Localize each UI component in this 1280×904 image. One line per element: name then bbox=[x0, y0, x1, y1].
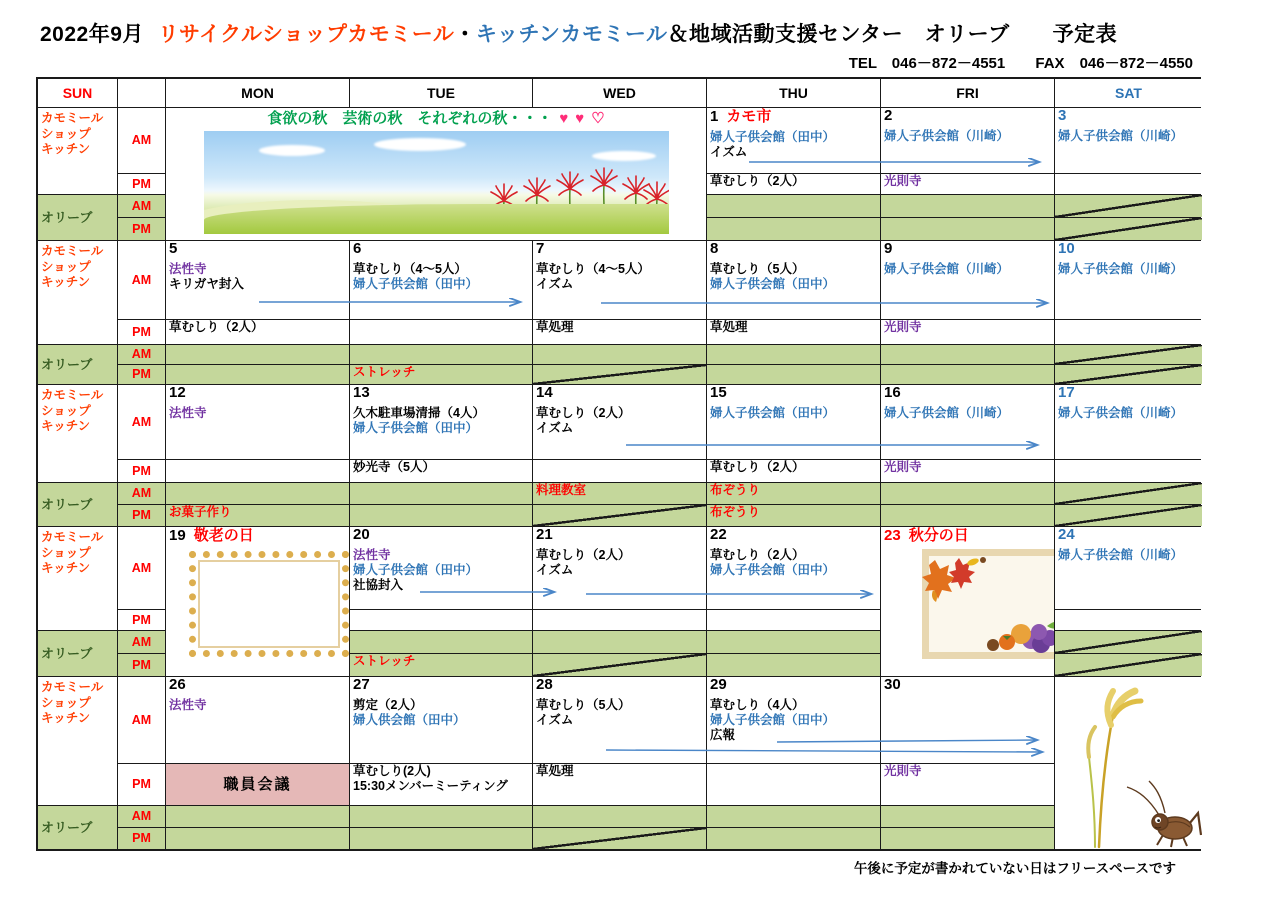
am-label: AM bbox=[118, 677, 165, 763]
olive-label: オリーブ bbox=[38, 195, 117, 240]
olive-cell bbox=[166, 345, 349, 364]
event-kamoichi: カモ市 bbox=[726, 108, 772, 125]
pm-label: PM bbox=[118, 460, 165, 482]
day-cell-7-am bbox=[533, 241, 706, 319]
chamomile-label-line3: キッチン bbox=[41, 142, 91, 157]
event: キリガヤ封入 bbox=[169, 276, 244, 291]
chamomile-label-line2: ショップ bbox=[41, 695, 91, 710]
day-number: 5 bbox=[169, 241, 178, 257]
chamomile-label bbox=[38, 677, 117, 805]
day-cell-12-pm bbox=[166, 460, 349, 482]
olive-cell-crossed bbox=[533, 828, 706, 849]
day-cell-3-am bbox=[1055, 108, 1202, 173]
day-cell-19-holiday bbox=[166, 527, 349, 676]
olive-cell bbox=[881, 828, 1054, 849]
calendar-table bbox=[36, 77, 1201, 851]
day-number: 2 bbox=[884, 108, 893, 124]
day-cell-2-pm bbox=[881, 174, 1054, 194]
olive-cell-crossed bbox=[1055, 195, 1202, 217]
day-cell-9-pm bbox=[881, 320, 1054, 344]
day-number: 14 bbox=[536, 385, 553, 401]
holiday-label-keirou: 敬老の日 bbox=[193, 527, 254, 544]
event: 婦人子供会館（田中） bbox=[710, 712, 836, 727]
page-title bbox=[40, 18, 1280, 48]
event: 妙光寺（5人） bbox=[353, 460, 435, 474]
day-number: 23 bbox=[884, 527, 901, 544]
day-number: 30 bbox=[884, 677, 901, 693]
day-cell-5-pm bbox=[166, 320, 349, 344]
day-number: 21 bbox=[536, 527, 553, 543]
event: 婦人子供会館（川崎） bbox=[1058, 405, 1184, 420]
event: 婦人子供会館（川崎） bbox=[884, 128, 1010, 143]
olive-cell-crossed bbox=[533, 654, 706, 676]
day-cell-20-pm bbox=[350, 610, 532, 630]
weekday-header-sat: SAT bbox=[1055, 79, 1202, 107]
chamomile-label bbox=[38, 527, 117, 630]
chamomile-label-line3: キッチン bbox=[41, 711, 91, 726]
day-number: 22 bbox=[710, 527, 727, 543]
tel-number: TEL 046－872－4551 bbox=[848, 55, 1006, 72]
event: 草処理 bbox=[536, 764, 574, 778]
day-cell-1-am bbox=[707, 108, 880, 173]
day-cell-24-am bbox=[1055, 527, 1202, 609]
olive-cell-crossed bbox=[1055, 505, 1202, 526]
day-number: 9 bbox=[884, 241, 893, 257]
day-number: 15 bbox=[710, 385, 727, 401]
olive-label: オリーブ bbox=[38, 806, 117, 849]
day-number: 3 bbox=[1058, 108, 1067, 124]
olive-cell bbox=[166, 806, 349, 827]
day-number: 8 bbox=[710, 241, 719, 257]
event: イズム bbox=[536, 276, 574, 291]
title-recycle-shop: リサイクルショップカモミール bbox=[157, 23, 455, 46]
day-cell-1-pm bbox=[707, 174, 880, 194]
day-number: 13 bbox=[353, 385, 370, 401]
weekday-header-mon: MON bbox=[166, 79, 349, 107]
olive-cell bbox=[881, 195, 1054, 217]
day-cell-22-pm bbox=[707, 610, 880, 630]
pm-label: PM bbox=[118, 505, 165, 526]
event: 草処理 bbox=[536, 320, 574, 334]
olive-cell bbox=[350, 654, 532, 676]
day-number: 7 bbox=[536, 241, 545, 257]
event: 婦人子供会館（川崎） bbox=[1058, 547, 1184, 562]
event: 法性寺 bbox=[169, 697, 207, 712]
day-cell-28-pm bbox=[533, 764, 706, 805]
day-cell-6-pm bbox=[350, 320, 532, 344]
title-separator: ・ bbox=[454, 23, 476, 46]
event: イズム bbox=[536, 420, 574, 435]
chamomile-label-line2: ショップ bbox=[41, 259, 91, 274]
fruits-decoration bbox=[987, 621, 1054, 653]
event: 草むしり（5人） bbox=[536, 697, 631, 712]
olive-event: 布ぞうり bbox=[710, 505, 761, 519]
autumn-fruits-frame-image bbox=[922, 549, 1054, 659]
olive-label: オリーブ bbox=[38, 483, 117, 526]
day-cell-16-pm bbox=[881, 460, 1054, 482]
pm-label: PM bbox=[118, 320, 165, 344]
chamomile-label-line1: カモミール bbox=[41, 680, 104, 694]
banner-text: 食欲の秋 芸術の秋 それぞれの秋・・・ bbox=[267, 110, 553, 127]
field-shape bbox=[204, 204, 669, 234]
olive-cell-crossed bbox=[1055, 631, 1202, 653]
event: 光則寺 bbox=[884, 320, 922, 334]
banner-text-line bbox=[169, 110, 703, 128]
pm-label: PM bbox=[118, 610, 165, 630]
weekday-header-wed: WED bbox=[533, 79, 706, 107]
olive-event: ストレッチ bbox=[353, 654, 416, 668]
event: 草むしり（2人） bbox=[536, 405, 631, 420]
chamomile-label bbox=[38, 108, 117, 194]
maple-leaves-decoration bbox=[922, 557, 986, 602]
pampas-grass-cricket-image bbox=[1055, 677, 1202, 849]
heart-outline-icon: ♡ bbox=[591, 110, 605, 127]
contact-line bbox=[36, 52, 1193, 73]
day-cell-9-am bbox=[881, 241, 1054, 319]
olive-cell bbox=[350, 828, 532, 849]
chamomile-label bbox=[38, 241, 117, 344]
olive-cell bbox=[350, 345, 532, 364]
event: 婦人子供会館（川崎） bbox=[1058, 128, 1184, 143]
olive-label: オリーブ bbox=[38, 631, 117, 676]
olive-event: 料理教室 bbox=[536, 483, 587, 497]
event: 法性寺 bbox=[169, 405, 207, 420]
event: 法性寺 bbox=[169, 261, 207, 276]
event: 草むしり（4人） bbox=[710, 697, 805, 712]
event: 15:30メンバーミーティング bbox=[353, 779, 508, 793]
day-number: 1 bbox=[710, 108, 719, 125]
event: 草処理 bbox=[710, 320, 748, 334]
autumn-banner-cell bbox=[166, 108, 706, 240]
olive-cell bbox=[707, 828, 880, 849]
am-label: AM bbox=[118, 385, 165, 459]
olive-cell bbox=[707, 806, 880, 827]
day-number: 24 bbox=[1058, 527, 1075, 543]
day-cell-22-am bbox=[707, 527, 880, 609]
day-number: 29 bbox=[710, 677, 727, 693]
chamomile-label-line3: キッチン bbox=[41, 275, 91, 290]
am-label: AM bbox=[118, 195, 165, 217]
day-cell-5-am bbox=[166, 241, 349, 319]
chamomile-label-line2: ショップ bbox=[41, 545, 91, 560]
cloud-shape bbox=[259, 145, 325, 156]
olive-cell-crossed bbox=[1055, 654, 1202, 676]
olive-cell bbox=[707, 505, 880, 526]
day-cell-7-pm bbox=[533, 320, 706, 344]
pm-label: PM bbox=[118, 218, 165, 240]
event: イズム bbox=[536, 562, 574, 577]
chamomile-label-line2: ショップ bbox=[41, 403, 91, 418]
spider-lily-landscape-image bbox=[204, 131, 669, 234]
event: 婦人子供会館（川崎） bbox=[884, 405, 1010, 420]
event: 婦人子供会館（田中） bbox=[710, 276, 836, 291]
olive-cell bbox=[707, 218, 880, 240]
olive-cell bbox=[707, 654, 880, 676]
event: 草むしり（4～5人） bbox=[353, 261, 467, 276]
olive-cell bbox=[533, 631, 706, 653]
event: イズム bbox=[710, 145, 748, 159]
olive-cell bbox=[350, 806, 532, 827]
am-label: AM bbox=[118, 806, 165, 827]
day-cell-10-pm bbox=[1055, 320, 1202, 344]
chamomile-label-line1: カモミール bbox=[41, 111, 104, 125]
olive-cell bbox=[707, 483, 880, 504]
day-cell-29-pm bbox=[707, 764, 880, 805]
olive-cell bbox=[881, 806, 1054, 827]
am-label: AM bbox=[118, 108, 165, 173]
chamomile-label-line1: カモミール bbox=[41, 530, 104, 544]
day-cell-28-am bbox=[533, 677, 706, 763]
day-number: 17 bbox=[1058, 385, 1075, 401]
olive-cell bbox=[350, 365, 532, 384]
day-cell-12-am bbox=[166, 385, 349, 459]
am-label: AM bbox=[118, 527, 165, 609]
day-cell-8-am bbox=[707, 241, 880, 319]
day-number: 28 bbox=[536, 677, 553, 693]
day-cell-2-am bbox=[881, 108, 1054, 173]
title-olive-center: ＆地域活動支援センター オリーブ 予定表 bbox=[667, 23, 1118, 46]
day-cell-8-pm bbox=[707, 320, 880, 344]
event: 婦人子供会館（田中） bbox=[353, 562, 479, 577]
cloud-shape bbox=[374, 138, 466, 151]
olive-cell bbox=[881, 505, 1054, 526]
day-number: 26 bbox=[169, 677, 186, 693]
chamomile-label bbox=[38, 385, 117, 482]
olive-cell bbox=[881, 218, 1054, 240]
event: 婦人供会館（田中） bbox=[353, 712, 466, 727]
olive-cell-crossed bbox=[1055, 345, 1202, 364]
olive-event: お菓子作り bbox=[169, 505, 232, 519]
day-cell-13-am bbox=[350, 385, 532, 459]
am-label: AM bbox=[118, 483, 165, 504]
fax-number: FAX 046－872－4550 bbox=[1035, 55, 1193, 72]
day-cell-21-pm bbox=[533, 610, 706, 630]
olive-cell bbox=[881, 483, 1054, 504]
olive-cell bbox=[350, 483, 532, 504]
event: イズム bbox=[536, 712, 574, 727]
olive-cell-crossed bbox=[1055, 218, 1202, 240]
olive-cell bbox=[166, 505, 349, 526]
olive-event: 布ぞうり bbox=[710, 483, 761, 497]
day-cell-27-pm bbox=[350, 764, 532, 805]
olive-cell bbox=[166, 483, 349, 504]
am-label: AM bbox=[118, 345, 165, 364]
weekday-header-fri: FRI bbox=[881, 79, 1054, 107]
day-number: 27 bbox=[353, 677, 370, 693]
event: 草むしり（5人） bbox=[710, 261, 805, 276]
event: 婦人子供会館（田中） bbox=[353, 276, 479, 291]
pm-label: PM bbox=[118, 828, 165, 849]
day-cell-24-pm bbox=[1055, 610, 1202, 630]
cloud-shape bbox=[592, 151, 656, 161]
olive-cell-crossed bbox=[533, 505, 706, 526]
pm-label: PM bbox=[118, 365, 165, 384]
weekday-header-tue: TUE bbox=[350, 79, 532, 107]
pm-label: PM bbox=[118, 174, 165, 194]
event: 社協封入 bbox=[353, 577, 404, 592]
day-cell-13-pm bbox=[350, 460, 532, 482]
chamomile-label-line3: キッチン bbox=[41, 419, 91, 434]
chamomile-label-line2: ショップ bbox=[41, 126, 91, 141]
event: 草むしり（2人） bbox=[710, 547, 805, 562]
event: 広報 bbox=[710, 727, 736, 742]
day-cell-17-pm bbox=[1055, 460, 1202, 482]
event: 法性寺 bbox=[353, 547, 391, 562]
event: 草むしり（2人） bbox=[169, 320, 264, 334]
olive-cell bbox=[533, 806, 706, 827]
olive-cell bbox=[707, 365, 880, 384]
olive-cell bbox=[707, 631, 880, 653]
olive-cell-crossed bbox=[1055, 483, 1202, 504]
olive-cell bbox=[533, 483, 706, 504]
day-cell-30-am bbox=[881, 677, 1054, 763]
olive-cell bbox=[350, 631, 532, 653]
day-cell-6-am bbox=[350, 241, 532, 319]
olive-cell bbox=[707, 195, 880, 217]
day-cell-14-pm bbox=[533, 460, 706, 482]
chamomile-label-line1: カモミール bbox=[41, 244, 104, 258]
am-label: AM bbox=[118, 631, 165, 653]
day-cell-23-holiday bbox=[881, 527, 1054, 676]
event: 草むしり（2人） bbox=[710, 174, 805, 188]
event: 光則寺 bbox=[884, 174, 922, 188]
staff-meeting-cell: 職員会議 bbox=[166, 764, 349, 805]
day-cell-21-am bbox=[533, 527, 706, 609]
weekday-header-blank bbox=[118, 79, 165, 107]
holiday-label-shuubun: 秋分の日 bbox=[908, 527, 969, 544]
event: 婦人子供会館（田中） bbox=[353, 420, 479, 435]
weekday-header-thu: THU bbox=[707, 79, 880, 107]
weekday-header-sun: SUN bbox=[38, 79, 117, 107]
day-cell-15-pm bbox=[707, 460, 880, 482]
event: 光則寺 bbox=[884, 460, 922, 474]
event: 光則寺 bbox=[884, 764, 922, 778]
event: 婦人子供会館（田中） bbox=[710, 130, 836, 144]
day-cell-30-pm bbox=[881, 764, 1054, 805]
olive-label: オリーブ bbox=[38, 345, 117, 384]
event: 草むしり（2人） bbox=[536, 547, 631, 562]
footer-note: 午後に予定が書かれていない日はフリースペースです bbox=[853, 861, 1176, 876]
am-label: AM bbox=[118, 241, 165, 319]
day-cell-3-pm bbox=[1055, 174, 1202, 194]
day-cell-15-am bbox=[707, 385, 880, 459]
day-cell-10-am bbox=[1055, 241, 1202, 319]
day-number: 16 bbox=[884, 385, 901, 401]
olive-event: ストレッチ bbox=[353, 365, 416, 379]
event: 婦人子供会館（川崎） bbox=[1058, 261, 1184, 276]
day-number: 10 bbox=[1058, 241, 1075, 257]
day-cell-27-am bbox=[350, 677, 532, 763]
event: 婦人子供会館（田中） bbox=[710, 562, 836, 577]
olive-cell-crossed bbox=[1055, 365, 1202, 384]
event: 婦人子供会館（田中） bbox=[710, 405, 836, 420]
title-kitchen: キッチンカモミール bbox=[475, 23, 668, 46]
day-cell-20-am bbox=[350, 527, 532, 609]
olive-cell bbox=[707, 345, 880, 364]
olive-cell-crossed bbox=[533, 365, 706, 384]
day-number: 12 bbox=[169, 385, 186, 401]
day-cell-26-am bbox=[166, 677, 349, 763]
day-number: 20 bbox=[353, 527, 370, 543]
rice-ear-frame-image bbox=[189, 551, 349, 657]
chamomile-label-line1: カモミール bbox=[41, 388, 104, 402]
event: 草むしり（4～5人） bbox=[536, 261, 650, 276]
day-number: 6 bbox=[353, 241, 362, 257]
olive-cell bbox=[881, 345, 1054, 364]
olive-cell bbox=[350, 505, 532, 526]
day-cell-29-am bbox=[707, 677, 880, 763]
day-number: 19 bbox=[169, 527, 186, 544]
day-cell-16-am bbox=[881, 385, 1054, 459]
cricket-cartoon bbox=[1127, 781, 1201, 847]
event: 草むしり（2人） bbox=[710, 460, 805, 474]
pm-label: PM bbox=[118, 764, 165, 805]
heart-icon: ♥ bbox=[575, 110, 585, 127]
chamomile-label-line3: キッチン bbox=[41, 561, 91, 576]
event: 婦人子供会館（川崎） bbox=[884, 261, 1010, 276]
event: 草むしり(2人) bbox=[353, 764, 431, 778]
pampas-grass bbox=[1088, 691, 1141, 847]
event: 剪定（2人） bbox=[353, 697, 423, 712]
day-cell-14-am bbox=[533, 385, 706, 459]
olive-cell bbox=[166, 365, 349, 384]
heart-icon: ♥ bbox=[559, 110, 569, 127]
event: 久木駐車場清掃（4人） bbox=[353, 405, 485, 420]
title-month: 2022年9月 bbox=[40, 23, 144, 46]
olive-cell bbox=[533, 345, 706, 364]
day-cell-17-am bbox=[1055, 385, 1202, 459]
pm-label: PM bbox=[118, 654, 165, 676]
olive-cell bbox=[881, 365, 1054, 384]
olive-cell bbox=[166, 828, 349, 849]
